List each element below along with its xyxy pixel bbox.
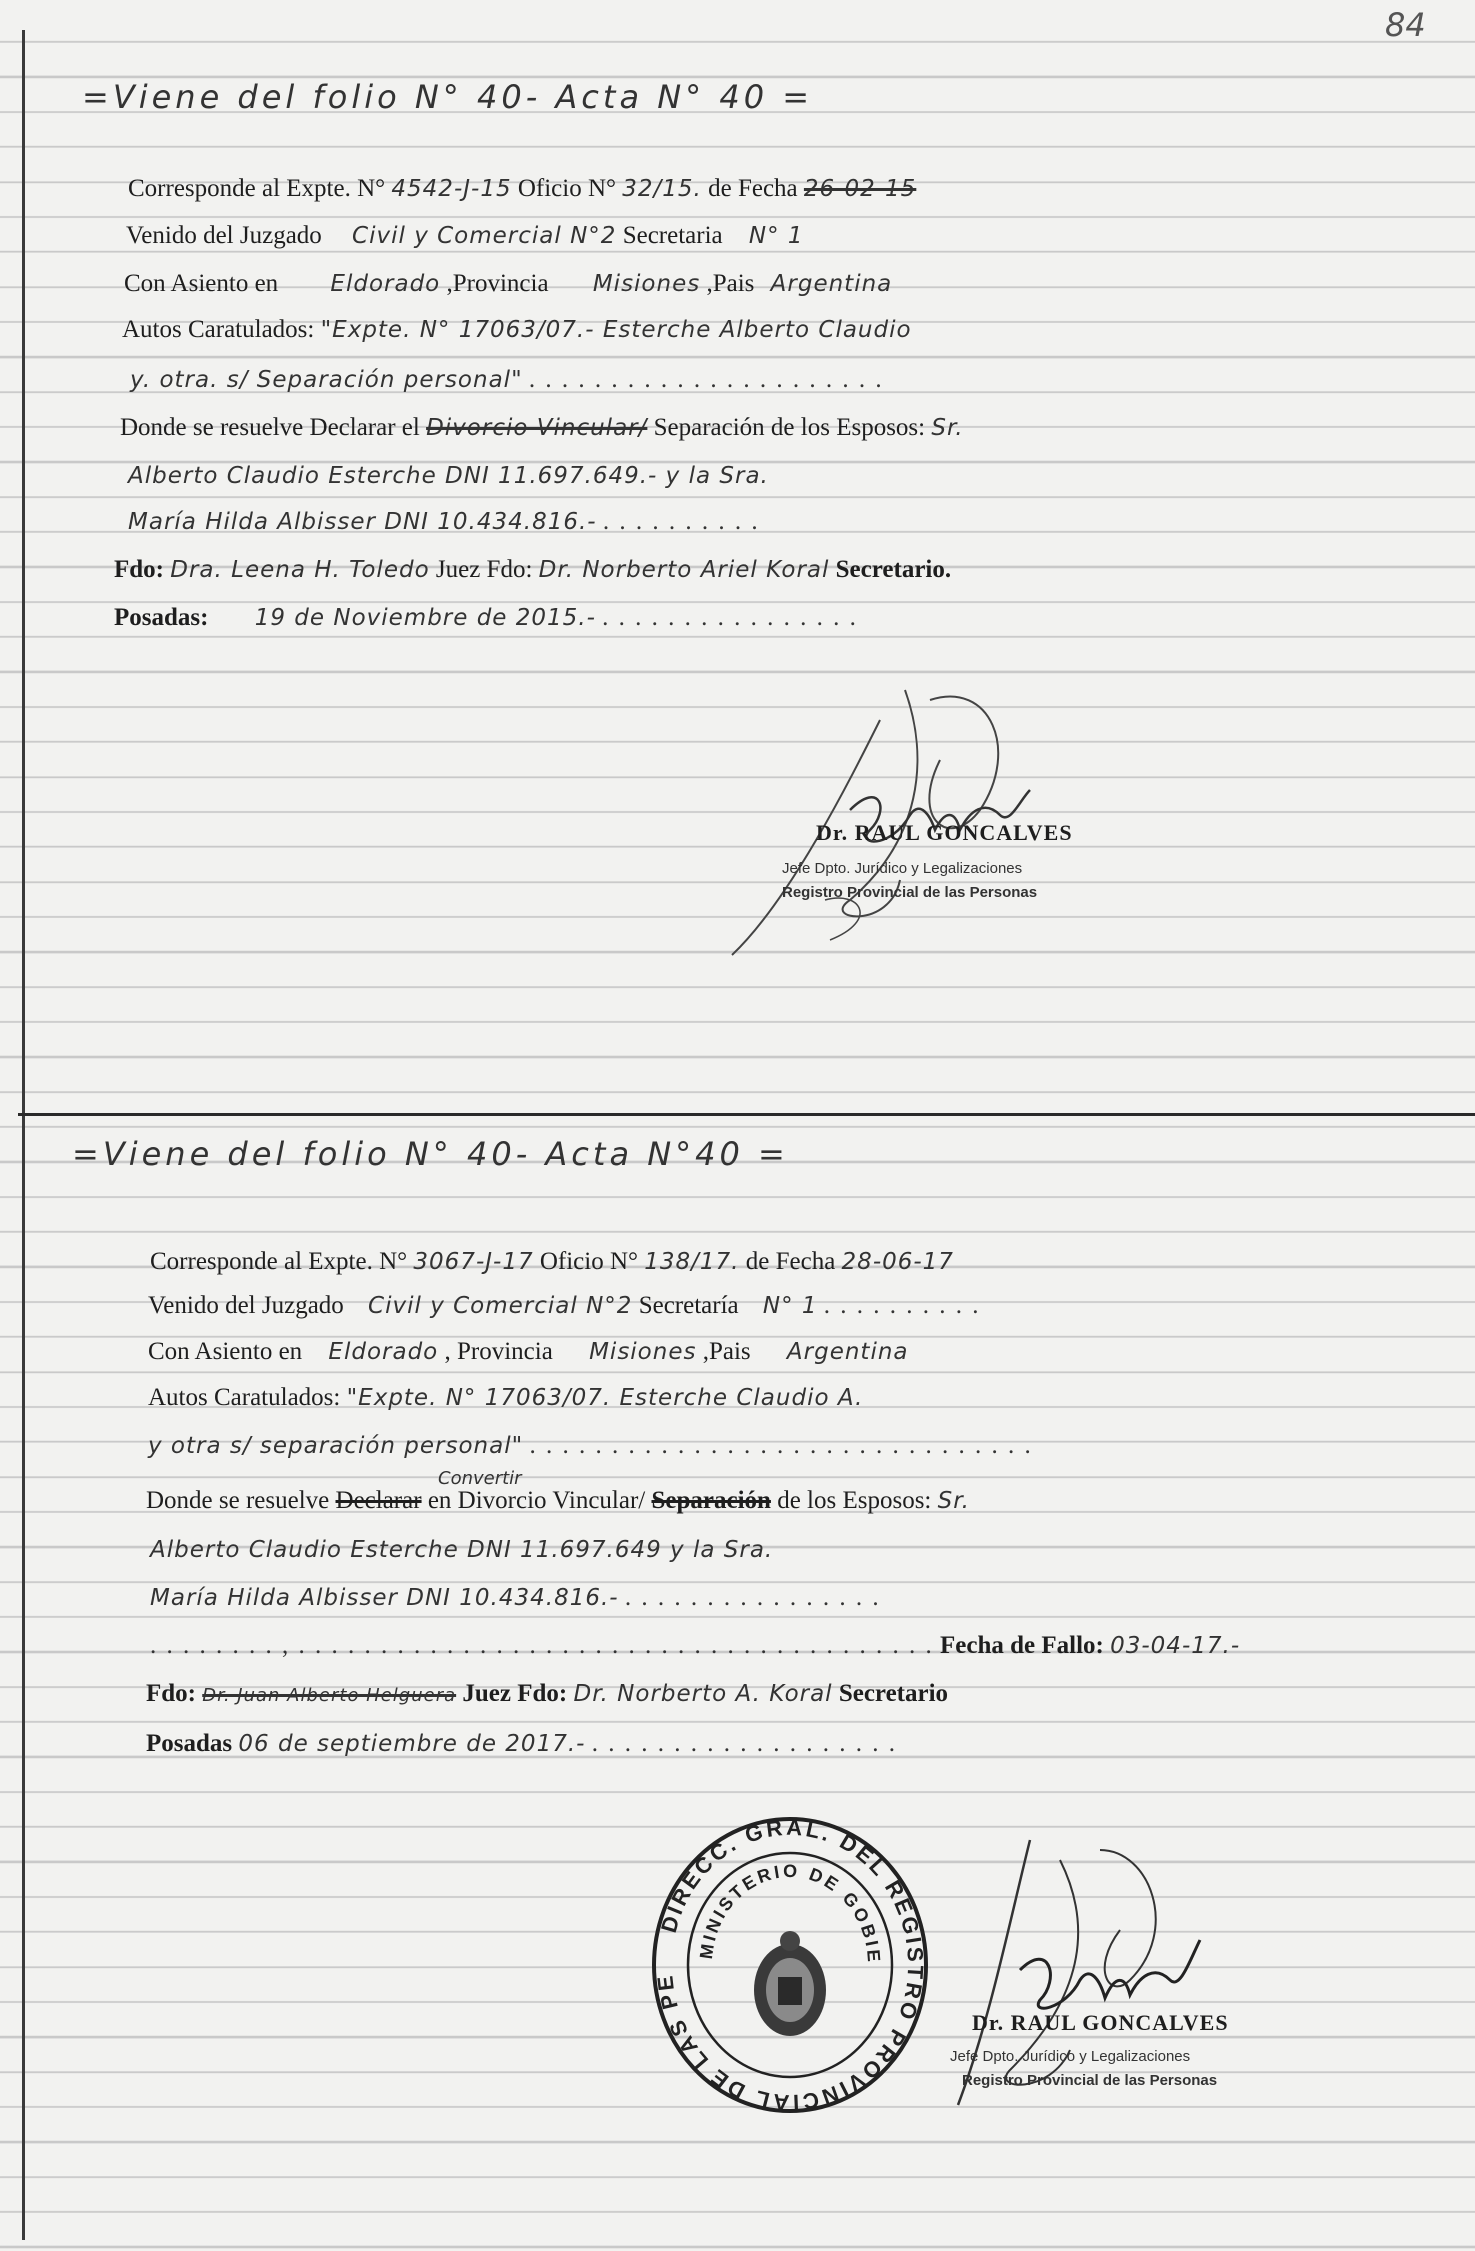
entry2-resuelve-row (146, 1487, 970, 1515)
fill-dots: . . . . . . . . . . . . . . . . . . . (591, 1730, 897, 1757)
esposos-value-2: María Hilda Albisser DNI 10.434.816.- (128, 509, 597, 535)
entry2-juzgado-row (148, 1292, 981, 1320)
posadas-value: 19 de Noviembre de 2015.- (254, 605, 596, 631)
fdo-value: Dra. Leena H. Toledo (170, 557, 430, 583)
juez-fdo-value: Dr. Norberto Ariel Koral (538, 557, 830, 583)
resuelve-label: Donde se resuelve Declarar el (120, 414, 420, 441)
entry2-expte-row (150, 1248, 954, 1276)
autos-value-2: y otra s/ separación personal" (148, 1433, 524, 1459)
entry2-fdo-row (146, 1680, 948, 1708)
asiento-value: Eldorado (328, 1339, 439, 1365)
entry1-fdo-row (114, 556, 951, 584)
entry2-asiento-row (148, 1338, 909, 1366)
fecha-value: 28-06-17 (841, 1249, 954, 1275)
asiento-label: Con Asiento en (148, 1338, 303, 1365)
entry1-autos-row (122, 316, 912, 344)
seal-inner-text: MINISTERIO DE GOBIE (695, 1860, 885, 1966)
fdo-value: Dr. Juan Alberto Helguera (202, 1685, 457, 1706)
secretaria-label: Secretaria (622, 222, 723, 249)
entry1-expte-row (128, 175, 916, 203)
fill-dots: . . . . . . . . . . . . . . . . . . . . . . (528, 366, 884, 393)
expte-value: 4542-J-15 (391, 176, 512, 202)
asiento-label: Con Asiento en (124, 270, 279, 297)
fecha-label: de Fecha (708, 175, 798, 202)
entry2-autos-row (148, 1384, 863, 1412)
signature-name: Dr. RAUL GONCALVES (816, 820, 1073, 845)
expte-label: Corresponde al Expte. N° (128, 175, 386, 202)
posadas-value: 06 de septiembre de 2017.- (238, 1731, 586, 1757)
seal-emblem (754, 1931, 826, 2036)
fill-dots: . . . . . . . . . . . . . . . . . . . . . . . . . . . . . . . (529, 1432, 1033, 1459)
juzgado-label: Venido del Juzgado (148, 1292, 344, 1319)
resuelve-label: Donde se resuelve (146, 1487, 330, 1514)
oficio-label: Oficio N° (539, 1248, 639, 1275)
signature-title-1: Jefe Dpto. Jurídico y Legalizaciones (782, 860, 1023, 877)
entry2-autos-row-2 (148, 1432, 1033, 1460)
secretaria-label: Secretaría (638, 1292, 739, 1319)
juzgado-value: Civil y Comercial N°2 (368, 1293, 633, 1319)
entry2-posadas-row (146, 1730, 897, 1758)
oficio-label: Oficio N° (517, 175, 617, 202)
signature-name: Dr. RAUL GONCALVES (972, 2010, 1229, 2035)
margin-line (22, 30, 25, 2240)
posadas-label: Posadas: (114, 604, 209, 631)
pais-value: Argentina (786, 1339, 909, 1365)
oficio-value: 32/15. (622, 176, 702, 202)
provincia-label: , Provincia (444, 1338, 553, 1365)
pais-label: ,Pais (706, 270, 755, 297)
entry2-header: =Viene del folio N° 40- Acta N°40 = (72, 1135, 789, 1173)
juez-fdo-value: Dr. Norberto A. Koral (573, 1681, 833, 1707)
esposos-value-1: Alberto Claudio Esterche DNI 11.697.649.- y la Sra. (128, 463, 769, 489)
entry2-esposos-row-2 (150, 1584, 881, 1612)
asiento-value: Eldorado (330, 271, 441, 297)
entry1-resuelve-row (120, 414, 964, 442)
esposos-value-1: Alberto Claudio Esterche DNI 11.697.649 y la Sra. (150, 1537, 774, 1563)
autos-value-1: "Expte. N° 17063/07. Esterche Claudio A. (346, 1385, 864, 1411)
autos-label: Autos Caratulados: (148, 1384, 341, 1411)
autos-value-2: y. otra. s/ Separación personal" (130, 367, 523, 393)
provincia-value: Misiones (592, 271, 701, 297)
fill-dots: . . . . . . . . . . . . . . . . (602, 604, 858, 631)
signature-scribble (730, 640, 1090, 960)
posadas-label: Posadas (146, 1730, 233, 1757)
entry2-signature (950, 1820, 1310, 2120)
fill-dots: . . . . . . . . , . . . . . . . . . . . . . . . . . . . . . . . . . . . . . . . . . . . . . . . (150, 1632, 934, 1659)
esposos-value-0: Sr. (937, 1488, 970, 1514)
fill-dots: . . . . . . . . . . . . . . . . (624, 1584, 881, 1611)
seal-outer-text: DIRECC. GRAL. DEL REGISTRO PROVINCIAL DE LAS PE (652, 1815, 929, 2115)
entry1-asiento-row (124, 270, 892, 298)
secretaria-value: N° 1 (762, 1293, 818, 1319)
provincia-label: ,Provincia (446, 270, 549, 297)
esposos-value-2: María Hilda Albisser DNI 10.434.816.- (150, 1585, 619, 1611)
provincia-value: Misiones (589, 1339, 697, 1365)
resuelve-struck-1: Declarar (335, 1487, 422, 1514)
fdo-label: Fdo: (114, 556, 164, 583)
fecha-label: de Fecha (745, 1248, 836, 1275)
esposos-value-0: Sr. (931, 415, 964, 441)
entry1-posadas-row (114, 604, 858, 632)
signature-title-2: Registro Provincial de las Personas (962, 2072, 1218, 2089)
fdo-label: Fdo: (146, 1680, 196, 1707)
entry1-autos-row-2 (130, 366, 884, 394)
signature-title-1: Jefe Dpto. Jurídico y Legalizaciones (950, 2048, 1191, 2065)
entry2-esposos-row-1 (150, 1536, 773, 1564)
entry1-esposos-row-2 (128, 508, 760, 536)
juzgado-value: Civil y Comercial N°2 (352, 223, 617, 249)
fill-dots: . . . . . . . . . . (602, 508, 760, 535)
expte-value: 3067-J-17 (413, 1249, 534, 1275)
juzgado-label: Venido del Juzgado (126, 222, 322, 249)
juez-fdo-label: Juez Fdo: (435, 556, 533, 583)
resuelve-cont: en Divorcio Vincular/ (427, 1487, 646, 1514)
entry1-juzgado-row (126, 222, 804, 250)
seal-graphic (650, 1815, 930, 2115)
oficio-value: 138/17. (644, 1249, 740, 1275)
official-seal (650, 1815, 930, 2115)
fill-dots: . . . . . . . . . . (823, 1292, 981, 1319)
pais-value: Argentina (770, 271, 893, 297)
fecha-value: 26-02-15 (803, 176, 917, 202)
autos-value-1: "Expte. N° 17063/07.- Esterche Alberto Claudio (320, 317, 912, 343)
secretario-label: Secretario. (835, 556, 952, 583)
entry2-fallo-row (150, 1632, 1240, 1660)
entry-divider (18, 1113, 1475, 1116)
resuelve-struck-2: Separación (651, 1487, 771, 1514)
fallo-label: Fecha de Fallo: (940, 1632, 1104, 1659)
entry1-header: =Viene del folio N° 40- Acta N° 40 = (82, 78, 814, 116)
secretaria-value: N° 1 (748, 223, 804, 249)
expte-label: Corresponde al Expte. N° (150, 1248, 408, 1275)
inserted-word: Convertir (438, 1468, 522, 1489)
entry1-signature (730, 640, 1090, 960)
resuelve-struck: Divorcio Vincular/ (426, 415, 648, 441)
page-number: 84 (1385, 6, 1426, 44)
signature-title-2: Registro Provincial de las Personas (782, 884, 1038, 901)
entry1-esposos-row-1 (128, 462, 769, 490)
resuelve-cont: Separación de los Esposos: (653, 414, 926, 441)
resuelve-end: de los Esposos: (777, 1487, 932, 1514)
secretario-label: Secretario (838, 1680, 949, 1707)
pais-label: ,Pais (702, 1338, 751, 1365)
juez-fdo-label: Juez Fdo: (462, 1680, 568, 1707)
autos-label: Autos Caratulados: (122, 316, 315, 343)
fallo-value: 03-04-17.- (1110, 1633, 1241, 1659)
